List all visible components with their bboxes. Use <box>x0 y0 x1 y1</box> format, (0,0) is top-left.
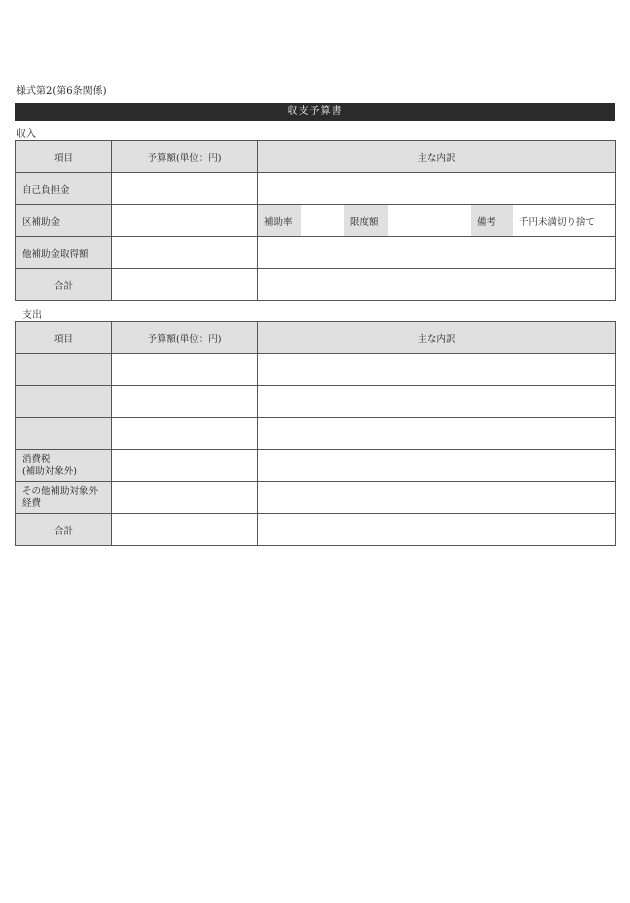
breakdown-input-other-subsidy[interactable] <box>258 237 616 269</box>
breakdown-input-consumption-tax[interactable] <box>258 450 616 482</box>
subsidy-rate-label: 補助率 <box>258 205 301 236</box>
budget-input-consumption-tax[interactable] <box>112 450 258 482</box>
expense-table <box>15 321 616 546</box>
row-label-expense-total: 合計 <box>16 514 112 546</box>
table-row <box>16 482 616 514</box>
header-breakdown: 主な内訳 <box>258 141 616 173</box>
table-row <box>16 173 616 205</box>
row-label-other-non-subsidized <box>16 482 112 514</box>
limit-input[interactable] <box>388 205 471 236</box>
remarks-value: 千円未満切り捨て <box>519 216 596 228</box>
subsidy-rate-input[interactable] <box>301 205 344 236</box>
breakdown-input-expense-1[interactable] <box>258 354 616 386</box>
row-label-consumption-tax <box>16 450 112 482</box>
form-number: 様式第2(第6条関係) <box>16 86 107 97</box>
breakdown-input-expense-3[interactable] <box>258 418 616 450</box>
breakdown-input-expense-total[interactable] <box>258 514 616 546</box>
table-row <box>16 386 616 418</box>
breakdown-input-self-pay[interactable] <box>258 173 616 205</box>
budget-input-ward-subsidy[interactable] <box>112 205 258 237</box>
row-label-other-subsidy: 他補助金取得額 <box>16 237 112 269</box>
table-row <box>16 269 616 301</box>
header-budget: 予算額(単位：円) <box>112 141 258 173</box>
budget-input-expense-1[interactable] <box>112 354 258 386</box>
row-label-income-total: 合計 <box>16 269 112 301</box>
expense-header-row <box>16 322 616 354</box>
table-row <box>16 205 616 237</box>
remarks-label: 備考 <box>471 205 513 236</box>
table-row <box>16 514 616 546</box>
document-title: 収支予算書 <box>15 103 615 121</box>
breakdown-input-income-total[interactable] <box>258 269 616 301</box>
budget-input-income-total[interactable] <box>112 269 258 301</box>
ward-subsidy-breakdown <box>258 205 616 237</box>
row-label-ward-subsidy: 区補助金 <box>16 205 112 237</box>
budget-input-self-pay[interactable] <box>112 173 258 205</box>
consumption-tax-line1: 消費税 <box>22 453 51 465</box>
header-item: 項目 <box>16 322 112 354</box>
consumption-tax-line2: (補助対象外) <box>22 465 77 477</box>
breakdown-input-other-non-subsidized[interactable] <box>258 482 616 514</box>
expense-item-input-2[interactable] <box>16 386 112 418</box>
expense-item-input-1[interactable] <box>16 354 112 386</box>
limit-label: 限度額 <box>344 205 388 236</box>
header-item: 項目 <box>16 141 112 173</box>
income-header-row <box>16 141 616 173</box>
row-label-self-pay: 自己負担金 <box>16 173 112 205</box>
breakdown-input-expense-2[interactable] <box>258 386 616 418</box>
header-budget: 予算額(単位：円) <box>112 322 258 354</box>
income-table <box>15 140 616 301</box>
budget-input-other-non-subsidized[interactable] <box>112 482 258 514</box>
other-non-subsidized-line2: 経費 <box>22 497 42 509</box>
budget-input-expense-total[interactable] <box>112 514 258 546</box>
income-section-label: 収入 <box>16 129 36 140</box>
expense-item-input-3[interactable] <box>16 418 112 450</box>
header-breakdown: 主な内訳 <box>258 322 616 354</box>
expense-section-label: 支出 <box>22 310 42 321</box>
budget-input-other-subsidy[interactable] <box>112 237 258 269</box>
budget-input-expense-2[interactable] <box>112 386 258 418</box>
table-row <box>16 354 616 386</box>
table-row <box>16 237 616 269</box>
table-row <box>16 450 616 482</box>
budget-input-expense-3[interactable] <box>112 418 258 450</box>
table-row <box>16 418 616 450</box>
other-non-subsidized-line1: その他補助対象外 <box>22 485 99 497</box>
